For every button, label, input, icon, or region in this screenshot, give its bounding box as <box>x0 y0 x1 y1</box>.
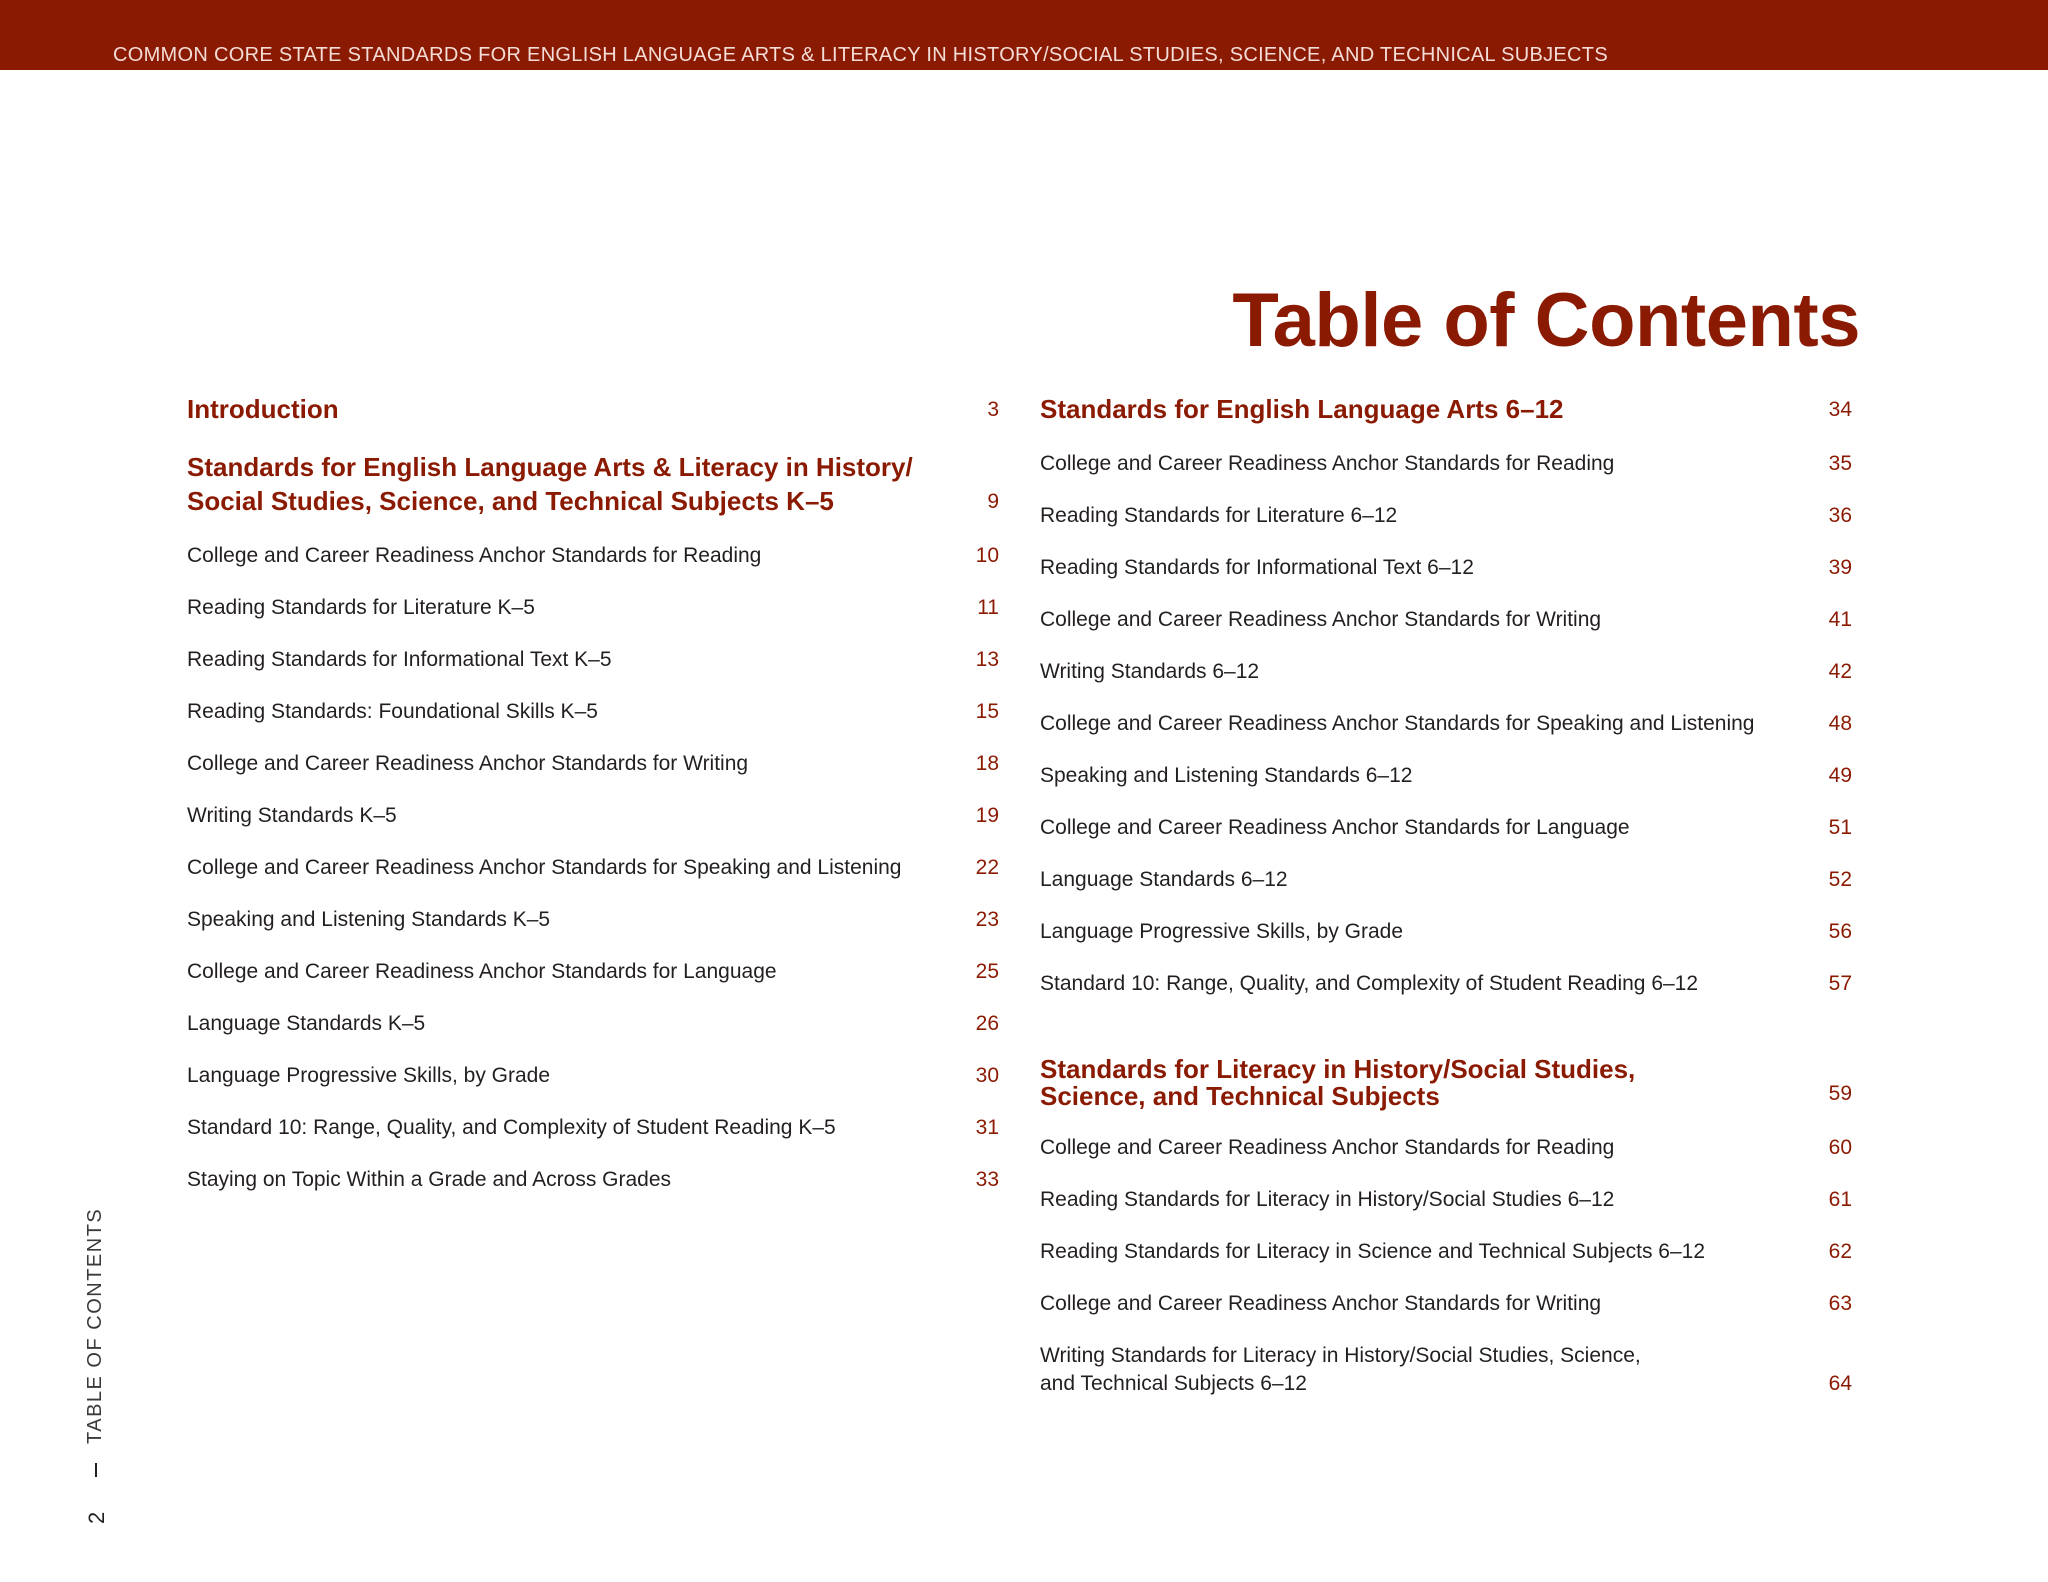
toc-page-number: 36 <box>1828 504 1852 527</box>
toc-entry-title: Standards for Literacy in History/Social Studies, Science, and Technical Subjects <box>1040 1054 1636 1111</box>
toc-entry-title: Introduction <box>187 394 339 424</box>
toc-right-column <box>1040 392 1852 1422</box>
toc-entry-title: Writing Standards K–5 <box>187 804 397 827</box>
toc-entry-title: Reading Standards for Informational Text K–5 <box>187 648 612 671</box>
toc-page-number: 22 <box>975 856 999 879</box>
toc-entry[interactable] <box>1040 1342 1852 1398</box>
toc-entry[interactable] <box>187 1062 999 1090</box>
header-band <box>0 0 2048 70</box>
toc-entry-title: Reading Standards for Literacy in History/Social Studies 6–12 <box>1040 1188 1615 1211</box>
toc-page-number: 26 <box>975 1012 999 1035</box>
toc-page-number: 62 <box>1828 1240 1852 1263</box>
toc-entry[interactable] <box>187 646 999 674</box>
toc-entry[interactable] <box>187 594 999 622</box>
toc-entry[interactable] <box>1040 1290 1852 1318</box>
toc-section-heading[interactable] <box>187 392 999 426</box>
toc-entry[interactable] <box>1040 606 1852 634</box>
toc-entry-title: College and Career Readiness Anchor Standards for Writing <box>1040 608 1602 631</box>
toc-entry[interactable] <box>1040 814 1852 842</box>
toc-entry-title: Standard 10: Range, Quality, and Complexity of Student Reading K–5 <box>187 1116 836 1139</box>
toc-entry[interactable] <box>187 958 999 986</box>
toc-entry-title: College and Career Readiness Anchor Standards for Speaking and Listening <box>1040 712 1755 735</box>
toc-page-number: 51 <box>1828 816 1852 839</box>
toc-entry[interactable] <box>1040 658 1852 686</box>
toc-entry-title: Standards for English Language Arts & Literacy in History/ Social Studies, Science, and Technical Subjects K–5 <box>187 452 913 516</box>
toc-page-number: 19 <box>975 804 999 827</box>
toc-entry-title: Reading Standards for Informational Text 6–12 <box>1040 556 1474 579</box>
toc-page-number: 11 <box>977 596 999 619</box>
toc-page-number: 35 <box>1828 452 1852 475</box>
toc-entry-title: Speaking and Listening Standards 6–12 <box>1040 764 1413 787</box>
toc-page-number: 33 <box>975 1168 999 1191</box>
toc-page-number: 39 <box>1828 556 1852 579</box>
toc-page-number: 49 <box>1828 764 1852 787</box>
toc-entry[interactable] <box>187 698 999 726</box>
toc-entry-title: Standards for English Language Arts 6–12 <box>1040 394 1564 424</box>
toc-entry-title: Reading Standards for Literature 6–12 <box>1040 504 1398 527</box>
toc-entry[interactable] <box>1040 554 1852 582</box>
toc-entry-title: College and Career Readiness Anchor Standards for Language <box>187 960 777 983</box>
toc-page-number: 3 <box>987 398 999 421</box>
toc-entry[interactable] <box>1040 710 1852 738</box>
toc-page-number: 10 <box>975 544 999 567</box>
toc-page-number: 15 <box>975 700 999 723</box>
toc-entry[interactable] <box>1040 502 1852 530</box>
toc-entry-title: Standard 10: Range, Quality, and Complexity of Student Reading 6–12 <box>1040 972 1699 995</box>
toc-page-number: 52 <box>1828 868 1852 891</box>
toc-page-number: 63 <box>1828 1292 1852 1315</box>
document-header-title: COMMON CORE STATE STANDARDS FOR ENGLISH LANGUAGE ARTS & LITERACY IN HISTORY/SOCIAL STUDIES, SCIENCE, AND TECHNICAL SUBJECTS <box>113 44 1608 66</box>
toc-page-number: 25 <box>975 960 999 983</box>
toc-entry[interactable] <box>187 1166 999 1194</box>
toc-entry-title: College and Career Readiness Anchor Standards for Reading <box>1040 1136 1615 1159</box>
toc-left-column <box>187 392 999 1218</box>
toc-entry-title: Speaking and Listening Standards K–5 <box>187 908 551 931</box>
toc-section-heading[interactable] <box>1040 392 1852 426</box>
toc-entry-title: College and Career Readiness Anchor Standards for Reading <box>187 544 762 567</box>
toc-page-number: 48 <box>1828 712 1852 735</box>
toc-entry-title: Language Standards 6–12 <box>1040 868 1288 891</box>
toc-entry-title: Language Progressive Skills, by Grade <box>187 1064 551 1087</box>
toc-entry-title: College and Career Readiness Anchor Standards for Writing <box>187 752 749 775</box>
toc-entry-title: Writing Standards 6–12 <box>1040 660 1260 683</box>
toc-entry[interactable] <box>1040 866 1852 894</box>
toc-entry-title: Reading Standards: Foundational Skills K–5 <box>187 700 598 723</box>
toc-page-number: 18 <box>975 752 999 775</box>
toc-page-number: 64 <box>1828 1372 1852 1395</box>
toc-page-number: 57 <box>1828 972 1852 995</box>
toc-entry-title: Staying on Topic Within a Grade and Across Grades <box>187 1168 672 1191</box>
side-divider <box>95 1463 97 1477</box>
toc-entry-title: Language Standards K–5 <box>187 1012 426 1035</box>
toc-page-number: 59 <box>1828 1082 1852 1105</box>
toc-page-number: 42 <box>1828 660 1852 683</box>
toc-entry[interactable] <box>187 802 999 830</box>
toc-entry-title: College and Career Readiness Anchor Standards for Writing <box>1040 1292 1602 1315</box>
toc-page-number: 31 <box>975 1116 999 1139</box>
toc-entry[interactable] <box>187 906 999 934</box>
toc-page-number: 30 <box>975 1064 999 1087</box>
toc-entry[interactable] <box>1040 918 1852 946</box>
toc-page-number: 56 <box>1828 920 1852 943</box>
side-section-label: TABLE OF CONTENTS <box>84 1207 106 1444</box>
toc-entry-title: College and Career Readiness Anchor Standards for Reading <box>1040 452 1615 475</box>
toc-entry[interactable] <box>187 750 999 778</box>
toc-page-number: 61 <box>1828 1188 1852 1211</box>
toc-page-number: 34 <box>1828 398 1852 421</box>
toc-entry-title: Reading Standards for Literacy in Science and Technical Subjects 6–12 <box>1040 1240 1706 1263</box>
page-title: Table of Contents <box>1232 278 1860 363</box>
toc-entry-title: Reading Standards for Literature K–5 <box>187 596 535 619</box>
toc-entry-title: Language Progressive Skills, by Grade <box>1040 920 1404 943</box>
toc-page-number: 60 <box>1828 1136 1852 1159</box>
toc-section-heading[interactable] <box>187 450 999 518</box>
toc-entry-title: College and Career Readiness Anchor Standards for Speaking and Listening <box>187 856 902 879</box>
toc-page-number: 23 <box>975 908 999 931</box>
toc-entry[interactable] <box>1040 1134 1852 1162</box>
toc-entry-title: College and Career Readiness Anchor Standards for Language <box>1040 816 1630 839</box>
toc-page-number: 9 <box>987 490 999 513</box>
toc-page-number: 13 <box>975 648 999 671</box>
toc-entry[interactable] <box>1040 762 1852 790</box>
toc-section-heading[interactable] <box>1040 1056 1852 1110</box>
toc-entry[interactable] <box>1040 1238 1852 1266</box>
page-number: 2 <box>84 1511 109 1524</box>
toc-entry[interactable] <box>1040 970 1852 998</box>
toc-entry[interactable] <box>187 1010 999 1038</box>
toc-entry-title: Writing Standards for Literacy in History/Social Studies, Science, and Technical Subjects 6–12 <box>1040 1344 1641 1395</box>
toc-entry[interactable] <box>187 542 999 570</box>
toc-entry[interactable] <box>1040 1186 1852 1214</box>
toc-entry[interactable] <box>1040 450 1852 478</box>
toc-entry[interactable] <box>187 1114 999 1142</box>
toc-page-number: 41 <box>1828 608 1852 631</box>
toc-entry[interactable] <box>187 854 999 882</box>
